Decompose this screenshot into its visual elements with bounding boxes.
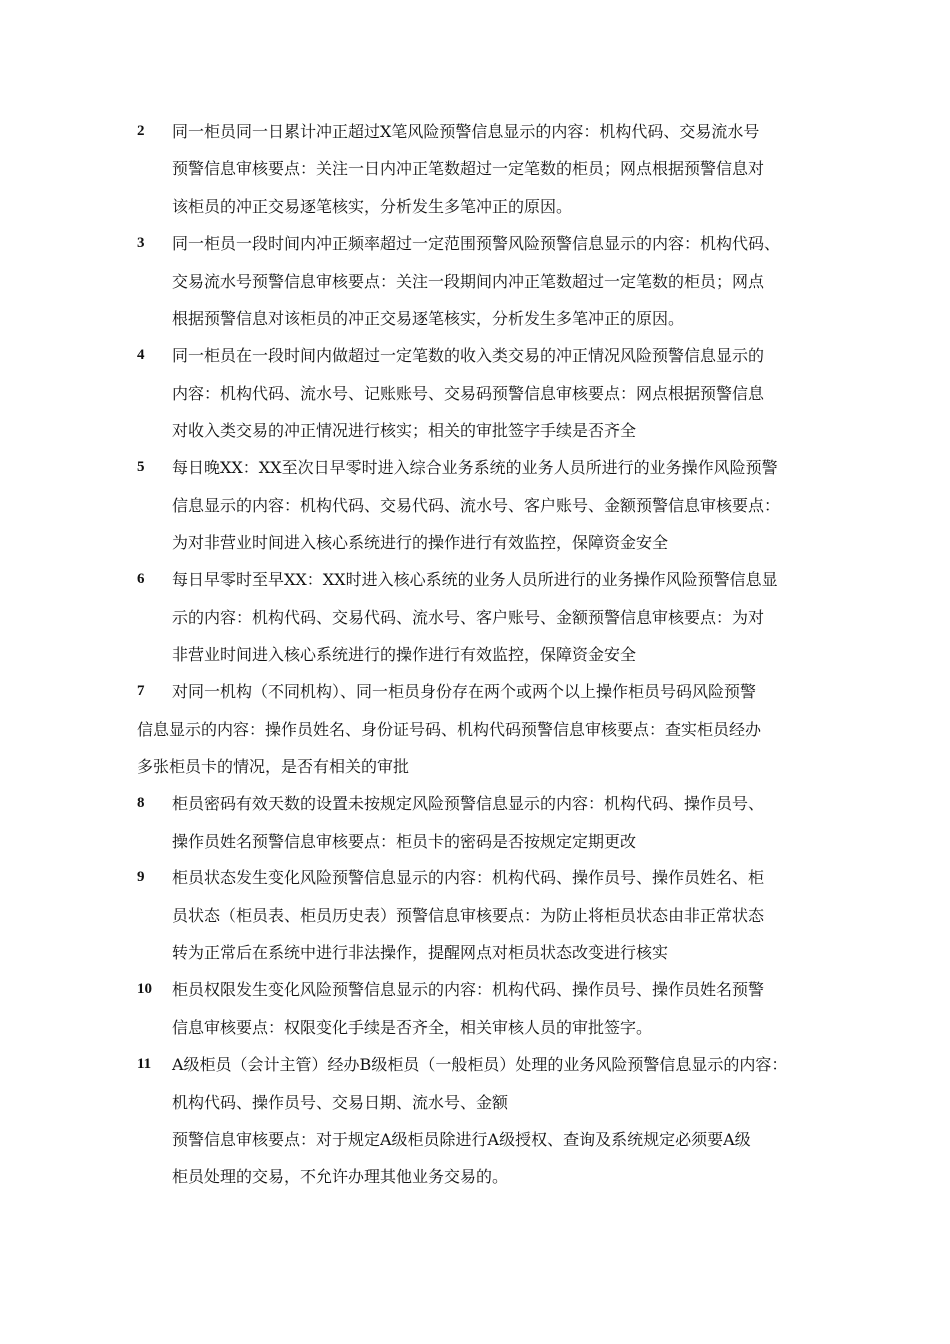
item-text-line: 信息显示的内容：机构代码、交易代码、流水号、客户账号、金额预警信息审核要点： bbox=[172, 496, 781, 515]
item-text-line: 该柜员的冲正交易逐笔核实，分析发生多笔冲正的原因。 bbox=[172, 197, 573, 216]
item-text-line: 员状态（柜员表、柜员历史表）预警信息审核要点：为防止将柜员状态由非正常状态 bbox=[172, 906, 765, 925]
item-text-line: 同一柜员一段时间内冲正频率超过一定范围预警风险预警信息显示的内容：机构代码、 bbox=[172, 234, 781, 253]
item-text-line: 交易流水号预警信息审核要点：关注一段期间内冲正笔数超过一定笔数的柜员；网点 bbox=[172, 272, 765, 291]
item-text-line: 操作员姓名预警信息审核要点：柜员卡的密码是否按规定定期更改 bbox=[172, 832, 637, 851]
item-text-line: 为对非营业时间进入核心系统进行的操作进行有效监控，保障资金安全 bbox=[172, 533, 669, 552]
item-number: 10 bbox=[137, 981, 152, 997]
item-text-line: 柜员密码有效天数的设置未按规定风险预警信息显示的内容：机构代码、操作员号、 bbox=[172, 794, 765, 813]
item-text-line: 预警信息审核要点：对于规定A级柜员除进行A级授权、查询及系统规定必须要A级 bbox=[172, 1130, 751, 1149]
item-text-line: 多张柜员卡的情况，是否有相关的审批 bbox=[137, 757, 410, 776]
item-text-line: 柜员权限发生变化风险预警信息显示的内容：机构代码、操作员号、操作员姓名预警 bbox=[172, 980, 765, 999]
item-number: 4 bbox=[137, 347, 145, 363]
item-number: 2 bbox=[137, 123, 145, 139]
item-text-line: 每日早零时至早XX：XX时进入核心系统的业务人员所进行的业务操作风险预警信息显 bbox=[172, 570, 778, 589]
item-number: 11 bbox=[137, 1056, 152, 1072]
item-text-line: 内容：机构代码、流水号、记账账号、交易码预警信息审核要点：网点根据预警信息 bbox=[172, 384, 765, 403]
item-text-line: 同一柜员在一段时间内做超过一定笔数的收入类交易的冲正情况风险预警信息显示的 bbox=[172, 346, 765, 365]
item-text-line: 预警信息审核要点：关注一日内冲正笔数超过一定笔数的柜员；网点根据预警信息对 bbox=[172, 159, 765, 178]
item-text-line: 信息审核要点：权限变化手续是否齐全，相关审核人员的审批签字。 bbox=[172, 1018, 653, 1037]
item-number: 5 bbox=[137, 459, 145, 475]
item-number: 3 bbox=[137, 235, 145, 251]
item-text-line: A级柜员（会计主管）经办B级柜员（一般柜员）处理的业务风险预警信息显示的内容： bbox=[172, 1055, 788, 1074]
item-text-line: 柜员状态发生变化风险预警信息显示的内容：机构代码、操作员号、操作员姓名、柜 bbox=[172, 868, 765, 887]
item-text-line: 同一柜员同一日累计冲正超过X笔风险预警信息显示的内容：机构代码、交易流水号 bbox=[172, 122, 760, 141]
item-text-line: 示的内容：机构代码、交易代码、流水号、客户账号、金额预警信息审核要点：为对 bbox=[172, 608, 765, 627]
item-number: 8 bbox=[137, 795, 145, 811]
item-text-line: 机构代码、操作员号、交易日期、流水号、金额 bbox=[172, 1093, 509, 1112]
item-text-line: 对收入类交易的冲正情况进行核实；相关的审批签字手续是否齐全 bbox=[172, 421, 637, 440]
item-text-line: 非营业时间进入核心系统进行的操作进行有效监控，保障资金安全 bbox=[172, 645, 637, 664]
item-text-line: 转为正常后在系统中进行非法操作，提醒网点对柜员状态改变进行核实 bbox=[172, 943, 669, 962]
item-text-line: 每日晚XX：XX至次日早零时进入综合业务系统的业务人员所进行的业务操作风险预警 bbox=[172, 458, 778, 477]
item-text-line: 根据预警信息对该柜员的冲正交易逐笔核实，分析发生多笔冲正的原因。 bbox=[172, 309, 685, 328]
item-number: 9 bbox=[137, 869, 145, 885]
item-text-line: 柜员处理的交易，不允许办理其他业务交易的。 bbox=[172, 1167, 509, 1186]
item-number: 6 bbox=[137, 571, 145, 587]
item-number: 7 bbox=[137, 683, 145, 699]
item-text-line: 信息显示的内容：操作员姓名、身份证号码、机构代码预警信息审核要点：查实柜员经办 bbox=[137, 720, 762, 739]
item-text-line: 对同一机构（不同机构）、同一柜员身份存在两个或两个以上操作柜员号码风险预警 bbox=[172, 682, 757, 701]
